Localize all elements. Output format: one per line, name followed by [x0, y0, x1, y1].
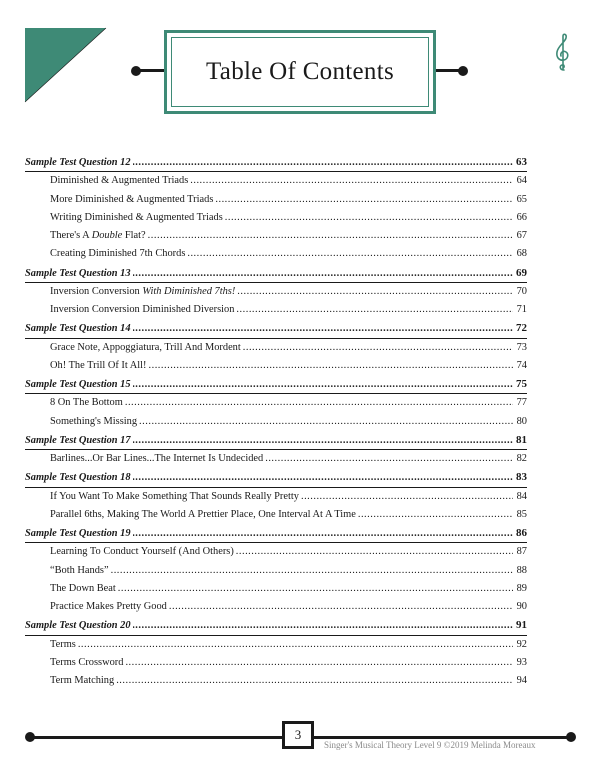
toc-page-number: 89	[516, 582, 527, 594]
toc-entry-title	[50, 301, 234, 319]
page-title: Table Of Contents	[205, 58, 395, 85]
toc-entry-text: Writing Diminished & Augmented Triads	[50, 211, 223, 223]
toc-section-row	[25, 375, 527, 394]
dot-leader	[111, 562, 513, 580]
toc-section-row	[25, 264, 527, 283]
toc-page-number: 80	[516, 415, 527, 427]
toc-page-number: 69	[516, 266, 527, 279]
dot-leader	[133, 525, 513, 543]
toc-page-number: 68	[516, 248, 527, 260]
toc-page-number: 85	[516, 508, 527, 520]
toc-entry-title	[50, 580, 116, 598]
toc-entry-title	[50, 209, 223, 227]
toc-entry-text-after: Flat?	[122, 230, 146, 241]
toc-entry-title	[50, 339, 241, 357]
toc-page-number: 81	[516, 433, 527, 446]
toc-entry-text: Terms Crossword	[50, 656, 124, 668]
toc-page-number: 67	[516, 230, 527, 241]
toc-entry-text: Sample Test Question 15	[25, 379, 131, 390]
toc-entry-row	[25, 394, 527, 412]
toc-entry-title	[50, 357, 147, 375]
toc-entry-row	[25, 191, 527, 209]
toc-entry-row	[25, 227, 527, 245]
toc-page-number: 66	[516, 211, 527, 223]
dot-leader	[125, 654, 513, 672]
toc-entry-row	[25, 450, 527, 468]
toc-entry-title	[50, 394, 123, 412]
toc-entry-title	[50, 488, 299, 506]
toc-entry-title	[25, 320, 131, 338]
toc-entry-title	[50, 543, 234, 561]
toc-page-number: 65	[516, 193, 527, 205]
dot-leader	[236, 543, 513, 561]
toc-entry-title	[25, 432, 131, 450]
toc-entry-title	[50, 413, 137, 431]
table-of-contents	[25, 153, 527, 690]
toc-entry-title	[50, 654, 123, 672]
toc-entry-row	[25, 580, 527, 598]
toc-entry-text: Sample Test Question 20	[25, 620, 131, 632]
dot-leader	[133, 320, 513, 338]
dot-leader	[190, 172, 513, 190]
dot-leader	[149, 357, 513, 375]
toc-entry-text: Something's Missing	[50, 415, 138, 427]
toc-page-number: 94	[516, 675, 527, 686]
toc-entry-text: Creating Diminished 7th Chords	[50, 248, 186, 260]
toc-entry-row	[25, 562, 527, 580]
toc-page-number: 77	[516, 397, 527, 409]
toc-page-number: 91	[516, 619, 527, 632]
toc-entry-row	[25, 283, 527, 301]
toc-entry-row	[25, 357, 527, 375]
toc-entry-title	[50, 227, 146, 245]
dot-leader	[301, 488, 513, 506]
dot-leader	[133, 376, 513, 394]
footer-rule-left-dot	[25, 732, 35, 742]
dot-leader	[215, 191, 513, 209]
toc-page-number: 70	[516, 285, 527, 297]
toc-page-number: 87	[516, 546, 527, 558]
dot-leader	[133, 469, 513, 487]
toc-entry-text: There's A	[50, 230, 92, 241]
toc-entry-text: Barlines...Or Bar Lines...The Internet Is Undecided	[50, 453, 264, 464]
dot-leader	[133, 265, 513, 283]
toc-entry-title	[25, 154, 131, 172]
toc-entry-text: Practice Makes Pretty Good	[50, 601, 167, 612]
dot-leader	[169, 598, 513, 616]
dot-leader	[236, 301, 513, 319]
toc-entry-text: Learning To Conduct Yourself (And Others)	[50, 546, 234, 558]
dot-leader	[116, 672, 513, 690]
title-frame	[164, 30, 436, 114]
toc-entry-text: Parallel 6ths, Making The World A Prettier Place, One Interval At A Time	[50, 508, 356, 520]
dot-leader	[133, 617, 513, 635]
toc-entry-title	[50, 672, 114, 690]
dot-leader	[358, 506, 513, 524]
toc-entry-row	[25, 245, 527, 263]
toc-page-number: 82	[516, 453, 527, 464]
dot-leader	[125, 394, 513, 412]
treble-clef-icon	[550, 32, 576, 72]
dot-leader	[118, 580, 513, 598]
toc-entry-row	[25, 636, 527, 654]
dot-leader	[78, 636, 513, 654]
toc-entry-row	[25, 172, 527, 190]
toc-page-number: 86	[516, 527, 527, 539]
toc-page-number: 93	[516, 656, 527, 668]
dot-leader	[139, 413, 513, 431]
toc-entry-text: 8 On The Bottom	[50, 397, 123, 409]
dot-leader	[265, 450, 513, 468]
toc-entry-text: Sample Test Question 18	[25, 472, 131, 484]
toc-entry-row	[25, 654, 527, 672]
toc-page-number: 83	[516, 471, 527, 484]
toc-entry-text: Inversion Conversion Diminished Diversion	[50, 304, 235, 315]
toc-entry-text: Sample Test Question 13	[25, 267, 131, 279]
dot-leader	[133, 154, 513, 172]
corner-triangle-icon	[0, 0, 110, 105]
toc-entry-text: Inversion Conversion	[50, 285, 143, 297]
toc-entry-row	[25, 543, 527, 561]
dot-leader	[187, 245, 513, 263]
toc-section-row	[25, 468, 527, 487]
footer-rule-right-dot	[566, 732, 576, 742]
toc-entry-text: More Diminished & Augmented Triads	[50, 193, 214, 205]
toc-page-number: 75	[516, 378, 527, 390]
dot-leader	[148, 227, 513, 245]
toc-page-number: 92	[516, 638, 527, 650]
toc-entry-emphasis: Double	[91, 230, 123, 241]
toc-entry-title	[25, 525, 131, 543]
toc-page-number: 72	[516, 322, 527, 335]
dot-leader	[225, 209, 513, 227]
toc-entry-text: Grace Note, Appoggiatura, Trill And Mordent	[50, 341, 241, 353]
toc-entry-text: Oh! The Trill Of It All!	[50, 359, 147, 371]
toc-page-number: 84	[516, 490, 527, 502]
toc-entry-row	[25, 413, 527, 431]
toc-entry-text: The Down Beat	[50, 582, 116, 594]
dot-leader	[133, 432, 513, 450]
footer-copyright: Singer's Musical Theory Level 9 ©2019 Melinda Moreaux	[324, 740, 536, 750]
dot-leader	[243, 339, 513, 357]
toc-section-row	[25, 319, 527, 338]
dot-leader	[237, 283, 513, 301]
toc-entry-text: Term Matching	[50, 675, 115, 686]
toc-entry-text: Terms	[50, 638, 76, 650]
toc-page-number: 90	[516, 601, 527, 612]
toc-entry-emphasis: With Diminished 7ths!	[142, 285, 236, 297]
toc-entry-title	[25, 617, 131, 635]
toc-entry-row	[25, 506, 527, 524]
toc-page-number: 71	[516, 304, 527, 315]
toc-entry-title	[50, 506, 356, 524]
toc-entry-title	[50, 450, 263, 468]
toc-page-number: 88	[516, 564, 527, 576]
toc-entry-text: Sample Test Question 17	[25, 434, 131, 446]
toc-entry-text: Sample Test Question 19	[25, 528, 131, 539]
toc-entry-row	[25, 339, 527, 357]
toc-entry-row	[25, 598, 527, 616]
page-number: 3	[282, 721, 314, 749]
toc-entry-title	[25, 265, 131, 283]
toc-section-row	[25, 524, 527, 543]
toc-entry-text: Diminished & Augmented Triads	[50, 175, 189, 187]
toc-entry-row	[25, 672, 527, 690]
toc-page-number: 74	[516, 359, 527, 371]
toc-entry-title	[50, 283, 235, 301]
toc-entry-row	[25, 488, 527, 506]
toc-section-row	[25, 153, 527, 172]
toc-page-number: 63	[516, 156, 527, 168]
toc-entry-title	[25, 376, 131, 394]
title-inner-frame	[171, 37, 429, 107]
toc-entry-title	[50, 562, 109, 580]
toc-entry-title	[50, 172, 188, 190]
toc-section-row	[25, 431, 527, 450]
toc-entry-title	[50, 245, 185, 263]
toc-entry-title	[50, 598, 167, 616]
toc-entry-text: Sample Test Question 12	[25, 157, 131, 168]
toc-page-number: 73	[516, 341, 527, 353]
toc-entry-text: “Both Hands”	[50, 564, 109, 576]
toc-entry-row	[25, 209, 527, 227]
toc-section-row	[25, 616, 527, 635]
title-rule-right-dot	[458, 66, 468, 76]
toc-entry-title	[25, 469, 131, 487]
title-rule-left-dot	[131, 66, 141, 76]
toc-entry-row	[25, 301, 527, 319]
toc-entry-text: Sample Test Question 14	[25, 323, 131, 335]
toc-entry-title	[50, 191, 213, 209]
toc-entry-title	[50, 636, 76, 654]
toc-page-number: 64	[516, 175, 527, 187]
toc-entry-text: If You Want To Make Something That Sounds Really Pretty	[50, 490, 299, 502]
